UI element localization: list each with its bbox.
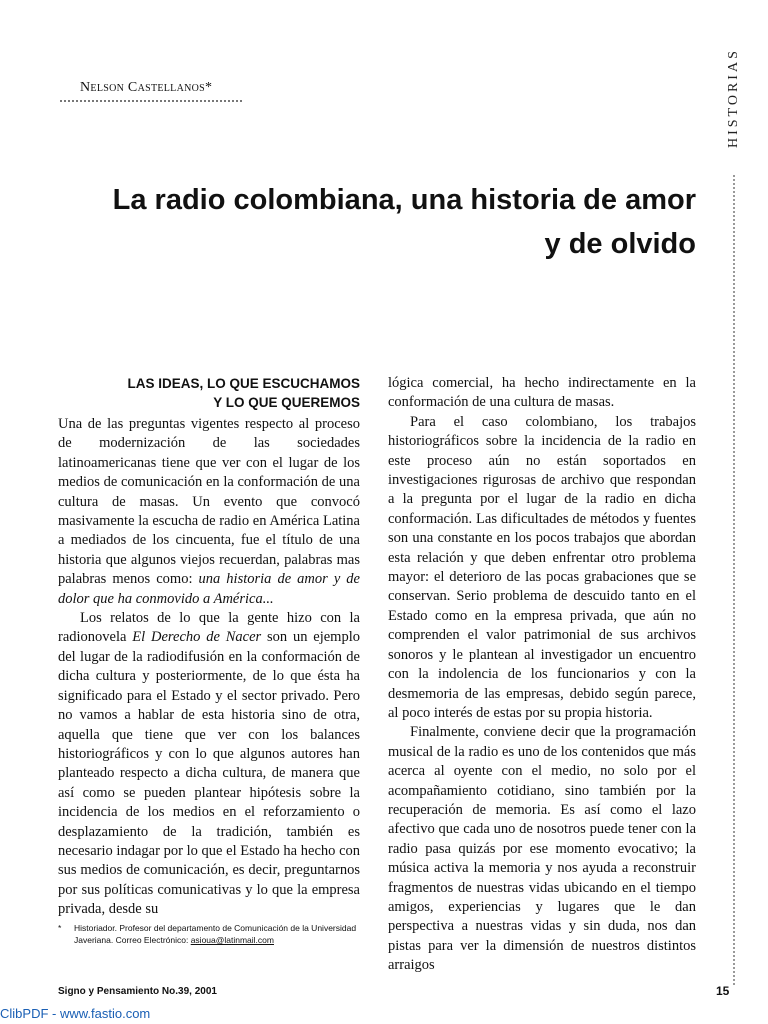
footnote-body (58, 922, 368, 946)
author-divider (60, 100, 242, 102)
author-name: Nelson Castellanos* (80, 80, 213, 95)
paragraph-text: Los relatos de lo que la gente hizo con la radionovela (58, 610, 360, 646)
title-line-2: y de olvido (544, 228, 696, 260)
title-line-1: La radio colombiana, una historia de amor (112, 184, 696, 216)
paragraph: lógica comercial, ha hecho indirectamente en la conformación de una cultura de masas. (388, 375, 696, 411)
footnote-mark: * (58, 923, 62, 933)
paragraph-quote: una historia de amor y de dolor que ha conmovido a América... (58, 571, 360, 607)
paragraph-text: Una de las preguntas vigentes respecto al proceso de modernización de las sociedades latinoamericanas tiene que ver con el lugar de los medios de comunicación en la conformación de una cultura de masas. Un evento que convocó masivamente la escucha de radio en América Latina a mediados de los cincuenta, fue el título de una historia que algunos viejos recuerdan, palabras mas palabras menos como: (58, 416, 360, 588)
left-column (58, 374, 360, 920)
footnote (58, 922, 368, 946)
right-column (388, 374, 696, 976)
radionovela-title: El Derecho de Nacer (132, 629, 262, 646)
watermark-link[interactable]: ClibPDF - www.fastio.com (0, 1006, 151, 1021)
paragraph: Finalmente, conviene decir que la programación musical de la radio es uno de los contenidos que más acerca al oyente con el medio, no solo por el acompañamiento cotidiano, sino también por la recuperación de memoria. Es así como el lazo afectivo que cada uno de nosotros puede tener con la radio pasa quizás por ese momento evocativo; la música activa la memoria y nos ayuda a reconstruir fragmentos de nuestras vidas ubicando en el tiempo amigos, experiencias y lugares que le dan perspectiva a nuestras vidas y sin duda, nos dan pistas para ver la dimensión de nuestros distintos arraigos (388, 724, 696, 974)
paragraph: Para el caso colombiano, los trabajos historiográficos sobre la incidencia de la radio en este proceso aún no están soportados en investigaciones rigurosas de archivo que respondan a la pregunta por el lugar de la radio en dicha conformación. Las dificultades de métodos y fuentes son una constante en los pocos trabajos que abordan esta relación y que deben enfrentar otro problema mayor: el deterioro de las pocas grabaciones que se conservan. Serio problema de descuido tanto en el Estado como en la empresa privada, que aún no comprenden el valor patrimonial de sus archivos sonoros y le plantean al investigador un encuentro con la indolencia de los funcionarios y con la desmemoria de las empresas, debido según parece, al poco interés de estas por su propia historia. (388, 413, 696, 721)
paragraph-text: son un ejemplo del lugar de la radiodifusión en la conformación de dicha cultura y posteriormente, de lo que ésta ha significado para el Estado y el sector privado. Pero no vamos a hablar de esta historia sino de otra, aquella que tiene que ver con los balances historiográficos y con lo que algunos autores han planteado respecto a dicha cultura, de manera que así como se pueden plantear hipótesis sobre la incidencia de los medios en el reforzamiento o desplazamiento de la tradición, también es necesario indagar por lo que el Estado ha hecho con sus medios de comunicación, es decir, preguntarnos por sus políticas comunicativas y lo que la empresa privada, desde su (58, 629, 360, 918)
footnote-email-link[interactable]: asioua@latinmail.com (190, 935, 274, 945)
section-heading-line-1: LAS IDEAS, LO QUE ESCUCHAMOS (127, 376, 360, 391)
article-title (60, 178, 696, 266)
section-heading (58, 374, 360, 412)
journal-citation: Signo y Pensamiento No.39, 2001 (58, 986, 217, 997)
footnote-text: Historiador. Profesor del departamento de Comunicación de la Universidad Javeriana. Correo Electrónico: (74, 923, 357, 945)
section-heading-line-2: Y LO QUE QUEREMOS (213, 395, 360, 410)
section-sidebar (720, 40, 748, 870)
page-number: 15 (716, 984, 730, 998)
sidebar-dotted-rule (733, 175, 735, 985)
section-label: HISTORIAS (726, 48, 741, 148)
paragraph (58, 415, 360, 609)
paragraph (58, 609, 360, 920)
